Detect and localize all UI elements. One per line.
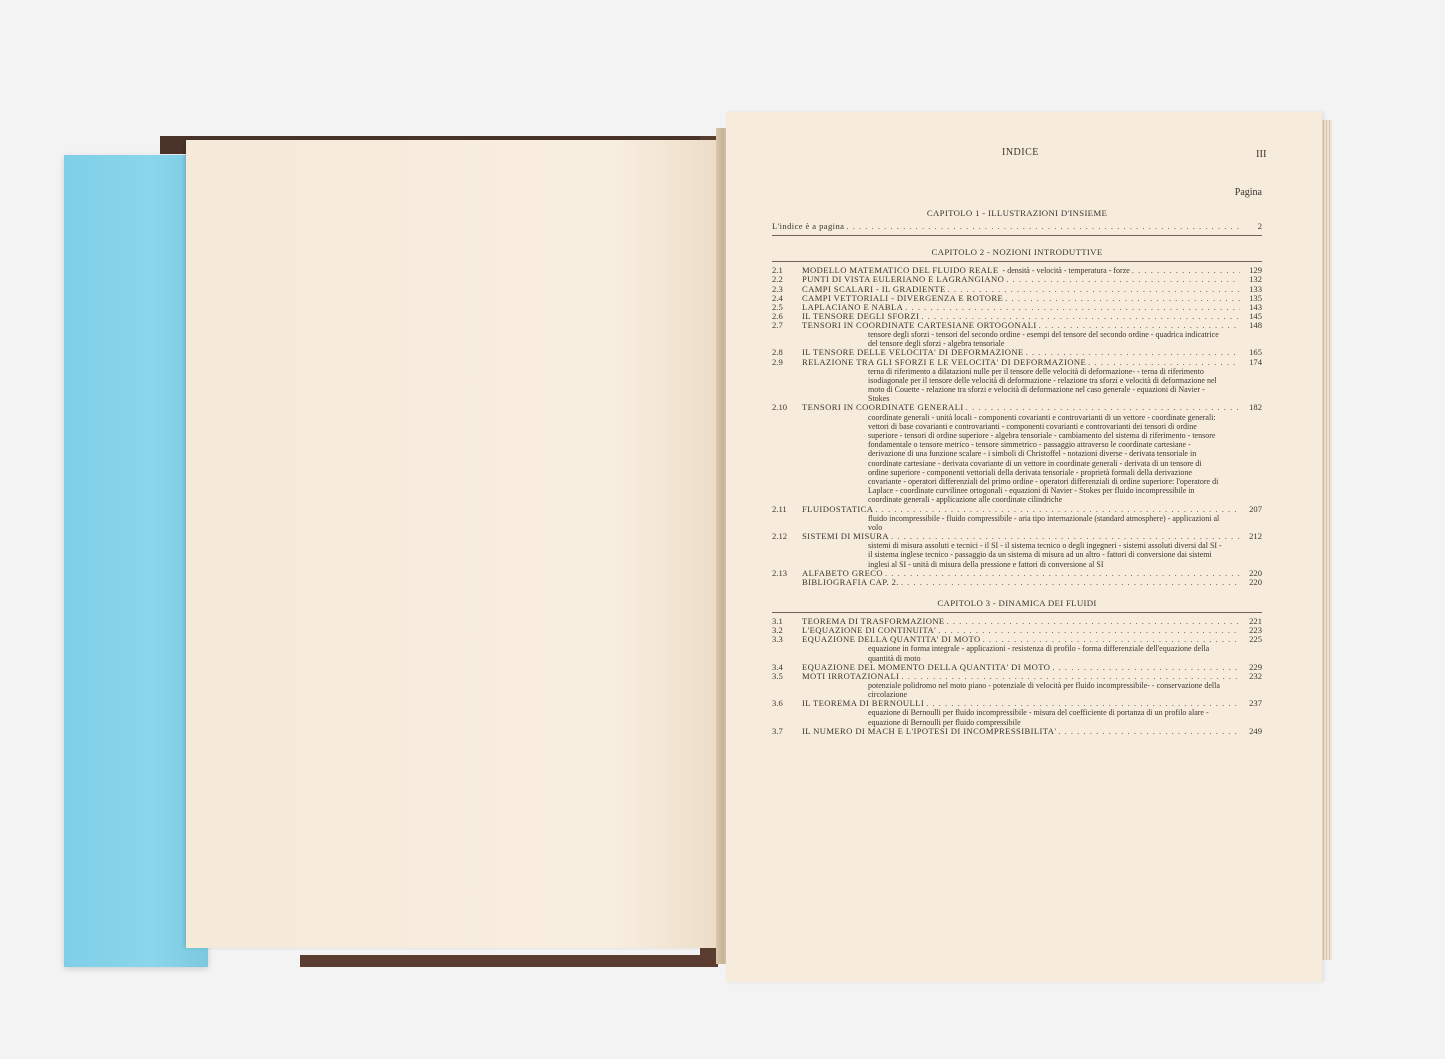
entry-page: 223	[1249, 625, 1262, 636]
entry-number: 3.6	[772, 698, 783, 709]
entry-subtopics: equazione in forma integrale - applicazioni - resistenza di profilo - forma differenziale dell'equazione della quantità di moto	[868, 644, 1210, 663]
leader-dots	[1005, 294, 1240, 303]
entry-title: CAMPI VETTORIALI - DIVERGENZA E ROTORE	[802, 292, 1004, 303]
toc-entry	[772, 403, 1262, 412]
entry-title: CAMPI SCALARI - IL GRADIENTE	[802, 283, 946, 294]
entry-title: ALFABETO GRECO	[802, 567, 883, 578]
entry-topics: - densità - velocità - temperatura - forze	[1002, 266, 1130, 276]
entry-subtopics: tensore degli sforzi - tensori del secondo ordine - esempi del tensore del secondo ordine - quadrica indicatrice del tensore degli sforzi - algebra tensoriale	[868, 330, 1219, 349]
entry-title: IL TENSORE DELLE VELOCITA' DI DEFORMAZIONE	[802, 347, 1024, 358]
leader-dots	[966, 403, 1240, 412]
page-title: INDICE	[1002, 147, 1039, 158]
entry-number: 3.1	[772, 616, 783, 627]
entry-page: 135	[1249, 292, 1262, 303]
entry-number: 2.12	[772, 531, 788, 542]
entry-page: 225	[1249, 634, 1262, 645]
leader-dots	[846, 222, 1240, 231]
leader-dots	[1052, 663, 1240, 672]
toc-entry	[772, 358, 1262, 367]
entry-number: 2.10	[772, 402, 788, 413]
entry-subtopics: potenziale polidromo nel moto piano - potenziale di velocità per fluido incompressibile- - conservazione della circolazione	[868, 680, 1220, 700]
entry-number: 3.5	[772, 670, 783, 681]
entry-number: 2.8	[772, 347, 783, 358]
entry-title: IL TEOREMA DI BERNOULLI	[802, 698, 925, 709]
chapter-heading: CAPITOLO 2 - NOZIONI INTRODUTTIVE	[931, 247, 1103, 258]
entry-title: L'EQUAZIONE DI CONTINUITA'	[802, 625, 937, 636]
entry-title: MODELLO MATEMATICO DEL FLUIDO REALE	[802, 265, 999, 276]
leader-dots	[901, 672, 1240, 681]
page-header	[772, 147, 1267, 168]
leader-dots	[947, 617, 1240, 626]
book-cover-bottom-edge	[300, 955, 710, 967]
leader-dots	[926, 699, 1240, 708]
toc-entry	[772, 672, 1262, 681]
entry-title: EQUAZIONE DELLA QUANTITA' DI MOTO	[802, 634, 981, 645]
leader-dots	[1132, 266, 1240, 275]
intro-page: 2	[1257, 221, 1262, 232]
entry-subtopics: fluido incompressibile - fluido compressibile - aria tipo internazionale (standard atmosphere) - applicazioni al volo	[868, 513, 1220, 532]
page-number: III	[1256, 149, 1267, 160]
entry-number: 2.9	[772, 356, 783, 367]
leader-dots	[983, 635, 1240, 644]
entry-page: 148	[1249, 319, 1262, 330]
entry-page: 143	[1249, 301, 1262, 312]
entry-number: 3.7	[772, 725, 783, 736]
leader-dots	[891, 532, 1240, 541]
entry-title: PUNTI DI VISTA EULERIANO E LAGRANGIANO	[802, 274, 1005, 285]
entry-page: 212	[1249, 531, 1262, 542]
leader-dots	[1006, 275, 1240, 284]
entry-title: FLUIDOSTATICA	[802, 503, 874, 514]
entry-title: LAPLACIANO E NABLA	[802, 301, 904, 312]
entry-page: 207	[1249, 503, 1262, 514]
entry-title: MOTI IRROTAZIONALI	[802, 670, 900, 681]
entry-page: 129	[1249, 265, 1262, 276]
pagina-label: Pagina	[1234, 187, 1262, 198]
left-blank-page	[186, 140, 722, 948]
entry-title: TENSORI IN COORDINATE GENERALI	[802, 402, 964, 413]
entry-number: 2.3	[772, 283, 783, 294]
entry-page: 174	[1249, 356, 1262, 367]
entry-number: 2.4	[772, 292, 783, 303]
chapter-rule	[772, 261, 1262, 262]
table-of-contents	[772, 147, 1267, 736]
toc-entry	[772, 532, 1262, 541]
entry-page: 165	[1249, 347, 1262, 358]
toc-entry	[772, 635, 1262, 644]
entry-number: 2.1	[772, 265, 783, 276]
leader-dots	[1039, 321, 1240, 330]
entry-page: 229	[1249, 661, 1262, 672]
entry-title: IL NUMERO DI MACH E L'IPOTESI DI INCOMPRESSIBILITA'	[802, 725, 1057, 736]
chapter-heading: CAPITOLO 3 - DINAMICA DEI FLUIDI	[937, 597, 1097, 608]
index-page	[726, 112, 1322, 982]
entry-title: SISTEMI DI MISURA	[802, 531, 890, 542]
leader-dots	[875, 505, 1240, 514]
entry-subtopics: equazione di Bernoulli per fluido incompressibile - misura del coefficiente di portanza di un profilo alare - equazione di Bernoulli per fluido compressibile	[868, 708, 1209, 727]
entry-page: 232	[1249, 670, 1262, 681]
entry-title: TEOREMA DI TRASFORMAZIONE	[802, 616, 945, 627]
chapter-rule	[772, 612, 1262, 613]
entry-title: EQUAZIONE DEL MOMENTO DELLA QUANTITA' DI MOTO	[802, 661, 1051, 672]
entry-page: 221	[1249, 616, 1262, 627]
entry-page: 220	[1249, 576, 1262, 587]
entry-page: 237	[1249, 698, 1262, 709]
entry-subtopics: sistemi di misura assoluti e tecnici - il SI - il sistema tecnico o degli ingegneri - sistemi assoluti diversi dal SI - il sistema inglese tecnico - passaggio da un sistema di misura ad un altro - fattori di conversione dai sistemi inglesi al SI - unità di misura della pressione e fattori di conversione al SI	[868, 541, 1222, 569]
chapter-intro-row	[772, 222, 1262, 231]
toc-entry	[772, 321, 1262, 330]
entry-title: IL TENSORE DEGLI SFORZI	[802, 310, 920, 321]
leader-dots	[1058, 727, 1240, 736]
entry-title: BIBLIOGRAFIA CAP. 2.	[802, 576, 899, 587]
toc-entry	[772, 505, 1262, 514]
chapter-list	[772, 209, 1262, 736]
toc-entry	[772, 578, 1262, 587]
entry-page: 249	[1249, 725, 1262, 736]
entry-number: 3.4	[772, 661, 783, 672]
entry-number: 2.13	[772, 567, 788, 578]
entry-number: 3.3	[772, 634, 783, 645]
entry-number: 2.6	[772, 310, 783, 321]
chapter-heading: CAPITOLO 1 - ILLUSTRAZIONI D'INSIEME	[926, 208, 1108, 219]
leader-dots	[905, 303, 1240, 312]
intro-text: L'indice è a pagina	[772, 221, 845, 232]
entry-number: 2.2	[772, 274, 783, 285]
leader-dots	[885, 569, 1240, 578]
entry-title: TENSORI IN COORDINATE CARTESIANE ORTOGONALI	[802, 319, 1037, 330]
entry-page: 133	[1249, 283, 1262, 294]
entry-number: 2.7	[772, 319, 783, 330]
leader-dots	[938, 626, 1240, 635]
entry-page: 182	[1249, 402, 1262, 413]
entry-number: 2.5	[772, 301, 783, 312]
entry-number: 2.11	[772, 503, 787, 514]
entry-number: 3.2	[772, 625, 783, 636]
leader-dots	[901, 578, 1240, 587]
chapter-rule	[772, 235, 1262, 236]
entry-page: 132	[1249, 274, 1262, 285]
entry-subtopics: terna di riferimento a dilatazioni nulle per il tensore delle velocità di deformazione- - terna di riferimento isodiagonale per il tensore delle velocità di deformazione - relazione tra sforzi e velocità di deformazione nel moto di Couette - relazione tra sforzi e velocità di deformazione nel caso generale - equazioni di Navier - Stokes	[868, 366, 1217, 404]
toc-entry	[772, 699, 1262, 708]
toc-entry	[772, 727, 1262, 736]
entry-page: 220	[1249, 567, 1262, 578]
entry-title: RELAZIONE TRA GLI SFORZI E LE VELOCITA' DI DEFORMAZIONE	[802, 356, 1087, 367]
entry-page: 145	[1249, 310, 1262, 321]
entry-subtopics: coordinate generali - unità locali - componenti covarianti e controvarianti di un vettore - coordinate generali: vettori di base covarianti e controvarianti - componenti covarianti e controvarianti dei tensori di ordine superiore - tensori di ordine superiore - algebra tensoriale - cambiamento del sistema di riferimento - tensore fondamentale o tensore metrico - tensore simmetrico - passaggio attraverso le coordinate cartesiane - derivazione di una funzione scalare - i simboli di Christoffel - notazioni diverse - derivata tensoriale in coordinate cartesiane - derivata covariante di un vettore in coordinate generali - derivata di un tensore di ordine superiore - componenti vettoriali della derivata tensoriale - proprietà formali della derivazione covariante - operatori differenziali del primo ordine - operatori differenziali di ordine superiore: l'operatore di Laplace - coordinate curvilinee ortogonali - equazioni di Navier - Stokes per fluido incompressibile in coordinate generali - applicazione alle coordinate cilindriche	[868, 412, 1219, 505]
leader-dots	[1088, 358, 1240, 367]
